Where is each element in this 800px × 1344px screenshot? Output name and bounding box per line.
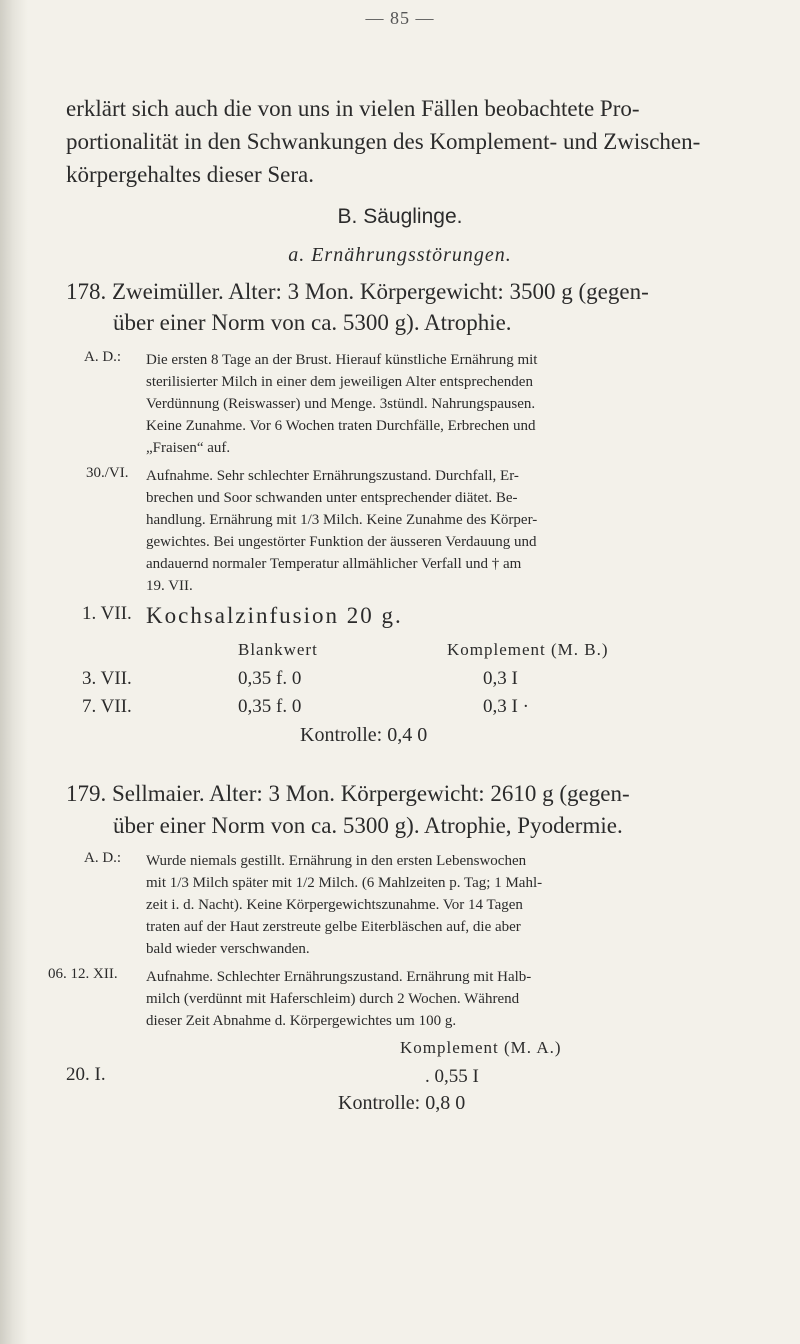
admission-line: handlung. Ernährung mit 1/3 Milch. Keine Zunahme des Körper- [146, 512, 538, 528]
anamnesis-line: mit 1/3 Milch später mit 1/2 Milch. (6 Mahlzeiten p. Tag; 1 Mahl- [146, 875, 543, 891]
anamnesis-line: „Fraisen“ auf. [146, 440, 231, 456]
intro-line: portionalität in den Schwankungen des Komplement- und Zwischen- [66, 129, 701, 154]
page-edge-shadow [0, 0, 28, 1344]
admission-line: 19. VII. [146, 578, 193, 594]
admission-line: gewichtes. Bei ungestörter Funktion der äusseren Verdauung und [146, 534, 537, 550]
case-178-row-blankwert: 0,35 f. 0 [238, 696, 302, 717]
case-179-kontrolle: Kontrolle: 0,8 0 [338, 1092, 466, 1114]
intro-line: erklärt sich auch die von uns in vielen Fällen beobachtete Pro- [66, 96, 640, 121]
case-179-admission-date: 06. 12. XII. [48, 966, 118, 982]
anamnesis-line: Verdünnung (Reiswasser) und Menge. 3stündl. Nahrungspausen. [146, 396, 536, 412]
anamnesis-line: traten auf der Haut zerstreute gelbe Eiterbläschen auf, die aber [146, 919, 521, 935]
anamnesis-line: Wurde niemals gestillt. Ernährung in den ersten Lebenswochen [146, 853, 527, 869]
anamnesis-line: bald wieder verschwanden. [146, 941, 310, 957]
case-178-row-komplement: 0,3 I [483, 668, 518, 689]
case-178-infusion: Kochsalzinfusion 20 g. [146, 603, 403, 628]
case-178-row-blankwert: 0,35 f. 0 [238, 668, 302, 689]
case-179-heading-line2: über einer Norm von ca. 5300 g). Atrophie, Pyodermie. [113, 813, 623, 838]
admission-line: brechen und Soor schwanden unter entsprechender diätet. Be- [146, 490, 518, 506]
case-179-row-date: 20. I. [66, 1064, 106, 1085]
case-178-col-blankwert: Blankwert [238, 640, 318, 659]
case-178-anamnesis-label: A. D.: [84, 349, 122, 365]
case-179-col-komplement: Komplement (M. A.) [400, 1038, 562, 1057]
admission-line: andauernd normaler Temperatur allmählicher Verfall und † am [146, 556, 522, 572]
page-number: — 85 — [365, 8, 435, 28]
case-178-heading-line2: über einer Norm von ca. 5300 g). Atrophie. [113, 310, 512, 335]
intro-line: körpergehaltes dieser Sera. [66, 162, 315, 187]
case-179-heading-line1: 179. Sellmaier. Alter: 3 Mon. Körpergewicht: 2610 g (gegen- [66, 781, 630, 806]
case-178-heading-line1: 178. Zweimüller. Alter: 3 Mon. Körpergewicht: 3500 g (gegen- [66, 279, 649, 304]
anamnesis-line: zeit i. d. Nacht). Keine Körpergewichtszunahme. Vor 14 Tagen [146, 897, 523, 913]
intro-paragraph [66, 92, 756, 191]
case-178-admission [146, 465, 537, 597]
section-heading: B. Säuglinge. [337, 205, 463, 228]
anamnesis-line: Keine Zunahme. Vor 6 Wochen traten Durchfälle, Erbrechen und [146, 418, 536, 434]
case-178-admission-date: 30./VI. [86, 465, 129, 481]
case-178-row-komplement: 0,3 I · [483, 696, 529, 717]
case-179-anamnesis [146, 850, 542, 960]
case-179-row-komplement: . 0,55 I [425, 1066, 479, 1087]
case-178-infusion-date: 1. VII. [82, 603, 132, 624]
case-178-row-date: 3. VII. [82, 668, 132, 689]
case-179-admission [146, 966, 531, 1032]
admission-line: Aufnahme. Schlechter Ernährungszustand. Ernährung mit Halb- [146, 969, 532, 985]
subsection-heading: a. Ernährungsstörungen. [288, 244, 512, 266]
anamnesis-line: sterilisierter Milch in einer dem jeweiligen Alter entsprechenden [146, 374, 533, 390]
admission-line: dieser Zeit Abnahme d. Körpergewichtes um 100 g. [146, 1013, 457, 1029]
admission-line: Aufnahme. Sehr schlechter Ernährungszustand. Durchfall, Er- [146, 468, 519, 484]
case-178-kontrolle: Kontrolle: 0,4 0 [300, 724, 428, 746]
admission-line: milch (verdünnt mit Haferschleim) durch 2 Wochen. Während [146, 991, 520, 1007]
case-178-row-date: 7. VII. [82, 696, 132, 717]
anamnesis-line: Die ersten 8 Tage an der Brust. Hierauf künstliche Ernährung mit [146, 352, 538, 368]
case-178-col-komplement: Komplement (M. B.) [447, 640, 609, 659]
case-178-anamnesis [146, 349, 537, 459]
case-179-anamnesis-label: A. D.: [84, 850, 122, 866]
